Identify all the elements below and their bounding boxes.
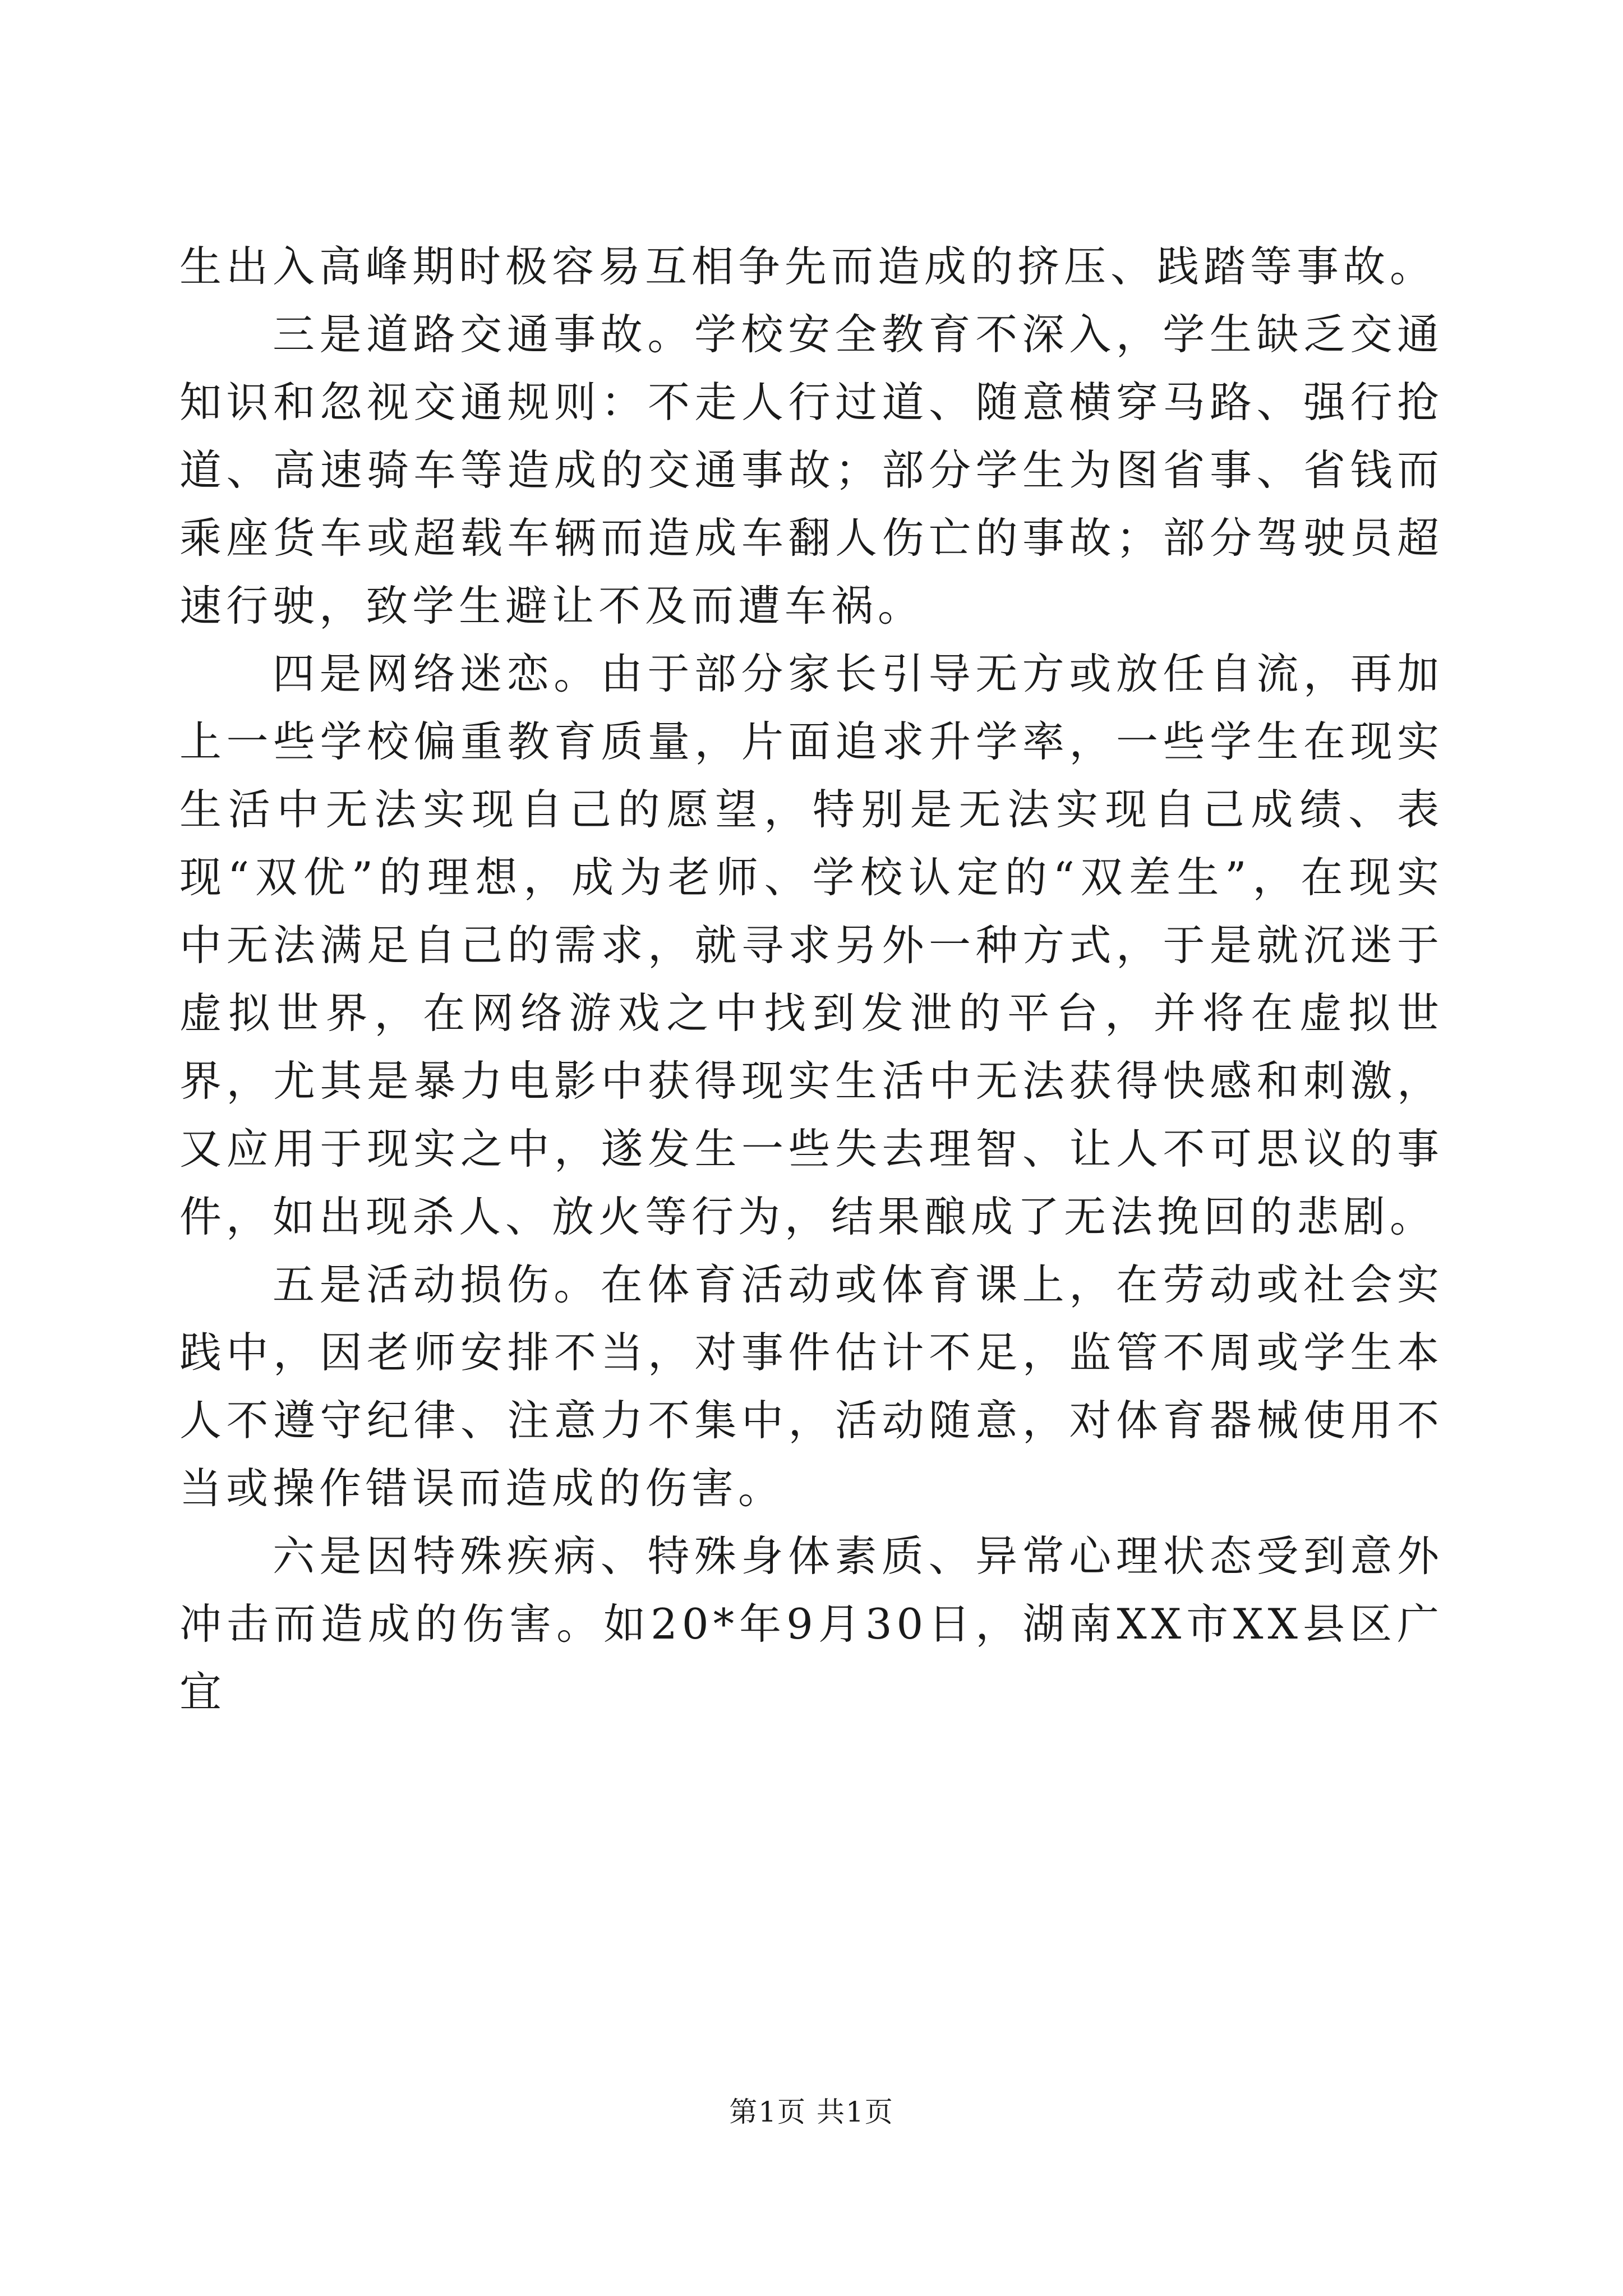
paragraph-traffic-accidents: 三是道路交通事故。学校安全教育不深入，学生缺乏交通知识和忽视交通规则：不走人行过道、随意横穿马路、强行抢道、高速骑车等造成的交通事故；部分学生为图省事、省钱而乘座货车或超载车辆而造成车翻人伤亡的事故；部分驾驶员超速行驶，致学生避让不及而遭车祸。 [179, 310, 1444, 631]
paragraph-continuation: 生出入高峰期时极容易互相争先而造成的挤压、践踏等事故。 [179, 242, 1437, 291]
document-body [179, 233, 1444, 1726]
paragraph-activity-injuries: 五是活动损伤。在体育活动或体育课上，在劳动或社会实践中，因老师安排不当，对事件估计不足，监管不周或学生本人不遵守纪律、注意力不集中，活动随意，对体育器械使用不当或操作错误而造成的伤害。 [179, 1260, 1444, 1513]
paragraph-special-conditions: 六是因特殊疾病、特殊身体素质、异常心理状态受到意外冲击而造成的伤害。如20*年9月30日，湖南XX市XX县区广宜 [179, 1531, 1444, 1717]
paragraph-internet-addiction: 四是网络迷恋。由于部分家长引导无方或放任自流，再加上一些学校偏重教育质量，片面追求升学率，一些学生在现实生活中无法实现自己的愿望，特别是无法实现自己成绩、表现“双优”的理想，成为老师、学校认定的“双差生”，在现实中无法满足自己的需求，就寻求另外一种方式，于是就沉迷于虚拟世界，在网络游戏之中找到发泄的平台，并将在虚拟世界，尤其是暴力电影中获得现实生活中无法获得快感和刺激，又应用于现实之中，遂发生一些失去理智、让人不可思议的事件，如出现杀人、放火等行为，结果酿成了无法挽回的悲剧。 [179, 649, 1444, 1241]
page-footer: 第1页 共1页 [729, 2096, 894, 2128]
